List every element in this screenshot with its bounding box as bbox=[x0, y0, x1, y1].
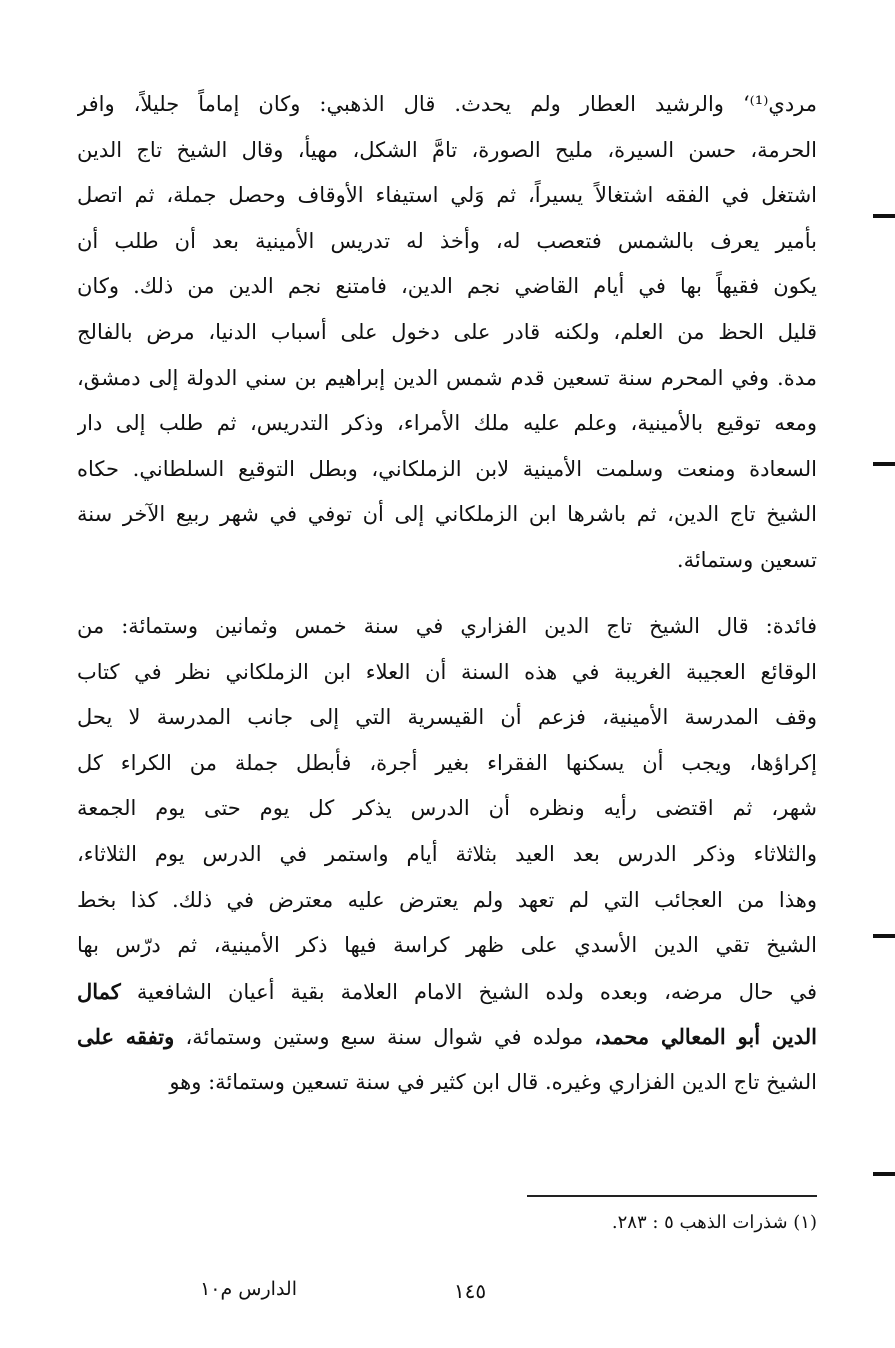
margin-tick-mark bbox=[873, 214, 895, 218]
text-line: مدة. وفي المحرم سنة تسعين قدم شمس الدين إبراهيم بن سني الدولة إلى دمشق، bbox=[77, 365, 817, 390]
text-line: الشيخ تقي الدين الأسدي على ظهر كراسة فيها ذكر الأمينية، ثم درّس بها bbox=[77, 933, 817, 958]
text-line: الوقائع العجيبة الغريبة في هذه السنة أن العلاء ابن الزملكاني نظر في كتاب bbox=[77, 659, 817, 684]
paragraph-2 bbox=[77, 604, 817, 1106]
margin-tick-mark bbox=[873, 462, 895, 466]
text-segment: في حال مرضه، وبعده ولده الشيخ الامام العلامة بقية أعيان الشافعية bbox=[136, 979, 817, 1004]
text-line: وقف المدرسة الأمينية، فزعم أن القيسرية التي إلى جانب المدرسة لا يحل bbox=[77, 705, 817, 730]
text-line: الشيخ تاج الدين الفزاري وغيره. قال ابن كثير في سنة تسعين وستمائة: وهو bbox=[169, 1069, 817, 1094]
text-line: مرديʻ⁽¹⁾ والرشيد العطار ولم يحدث. قال الذهبي: وكان إماماً جليلاً، وافر bbox=[77, 92, 817, 116]
text-line: ومعه توقيع بالأمينية، وعلم عليه ملك الأمراء، وذكر التدريس، ثم طلب إلى دار bbox=[77, 411, 817, 436]
margin-tick-mark bbox=[873, 1172, 895, 1176]
text-line: إكراؤها، ويجب أن يسكنها الفقراء بغير أجرة، فأبطل جملة من الكراء كل bbox=[77, 750, 817, 775]
text-line: السعادة ومنعت وسلمت الأمينية لابن الزملكاني، وبطل التوقيع السلطاني. حكاه bbox=[77, 456, 817, 481]
text-line: الحرمة، حسن السيرة، مليح الصورة، تامَّ الشكل، مهيأ، وقال الشيخ تاج الدين bbox=[77, 137, 817, 162]
text-line: قليل الحظ من العلم، ولكنه قادر على دخول على أسباب الدنيا، مرض بالفالج bbox=[77, 319, 817, 344]
text-line: فائدة: قال الشيخ تاج الدين الفزاري في سنة خمس وثمانين وستمائة: من bbox=[77, 614, 817, 638]
text-line: يكون فقيهاً بها في أيام القاضي نجم الدين، فامتنع نجم الدين من ذلك. وكان bbox=[77, 274, 817, 299]
bold-name: الدين أبو المعالي محمد، bbox=[594, 1024, 817, 1050]
text-line: والثلاثاء وذكر الدرس بعد العيد بثلاثة أيام واستمر في الدرس يوم الثلاثاء، bbox=[77, 841, 817, 866]
signature-mark: الدارس م١٠ bbox=[200, 1278, 297, 1300]
text-line: بأمير يعرف بالشمس فتعصب له، وأخذ له تدريس الأمينية بعد أن طلب أن bbox=[77, 228, 817, 253]
text-line: تسعين وستمائة. bbox=[676, 547, 817, 572]
bold-phrase: وتفقه على bbox=[77, 1024, 175, 1050]
text-line bbox=[77, 1014, 817, 1060]
bold-name: كمال bbox=[77, 978, 121, 1004]
footnote-divider bbox=[527, 1195, 817, 1197]
text-line bbox=[77, 969, 817, 1015]
margin-tick-mark bbox=[873, 934, 895, 938]
text-line: وهذا من العجائب التي لم تعهد ولم يعترض عليه معترض في ذلك. كذا بخط bbox=[77, 887, 817, 912]
text-line: شهر، ثم اقتضى رأيه ونظره أن الدرس يذكر كل يوم حتى يوم الجمعة bbox=[77, 796, 817, 821]
page-number: ١٤٥ bbox=[453, 1279, 487, 1303]
text-segment: مولده في شوال سنة سبع وستين وستمائة، bbox=[185, 1025, 584, 1050]
text-line: اشتغل في الفقه اشتغالاً يسيراً، ثم وَلي استيفاء الأوقاف وحصل جملة، ثم اتصل bbox=[77, 183, 817, 208]
footnote: (١) شذرات الذهب ٥ : ٢٨٣. bbox=[611, 1212, 817, 1233]
text-line: الشيخ تاج الدين، ثم باشرها ابن الزملكاني إلى أن توفي في شهر ربيع الآخر سنة bbox=[77, 502, 817, 527]
paragraph-1 bbox=[77, 82, 817, 584]
